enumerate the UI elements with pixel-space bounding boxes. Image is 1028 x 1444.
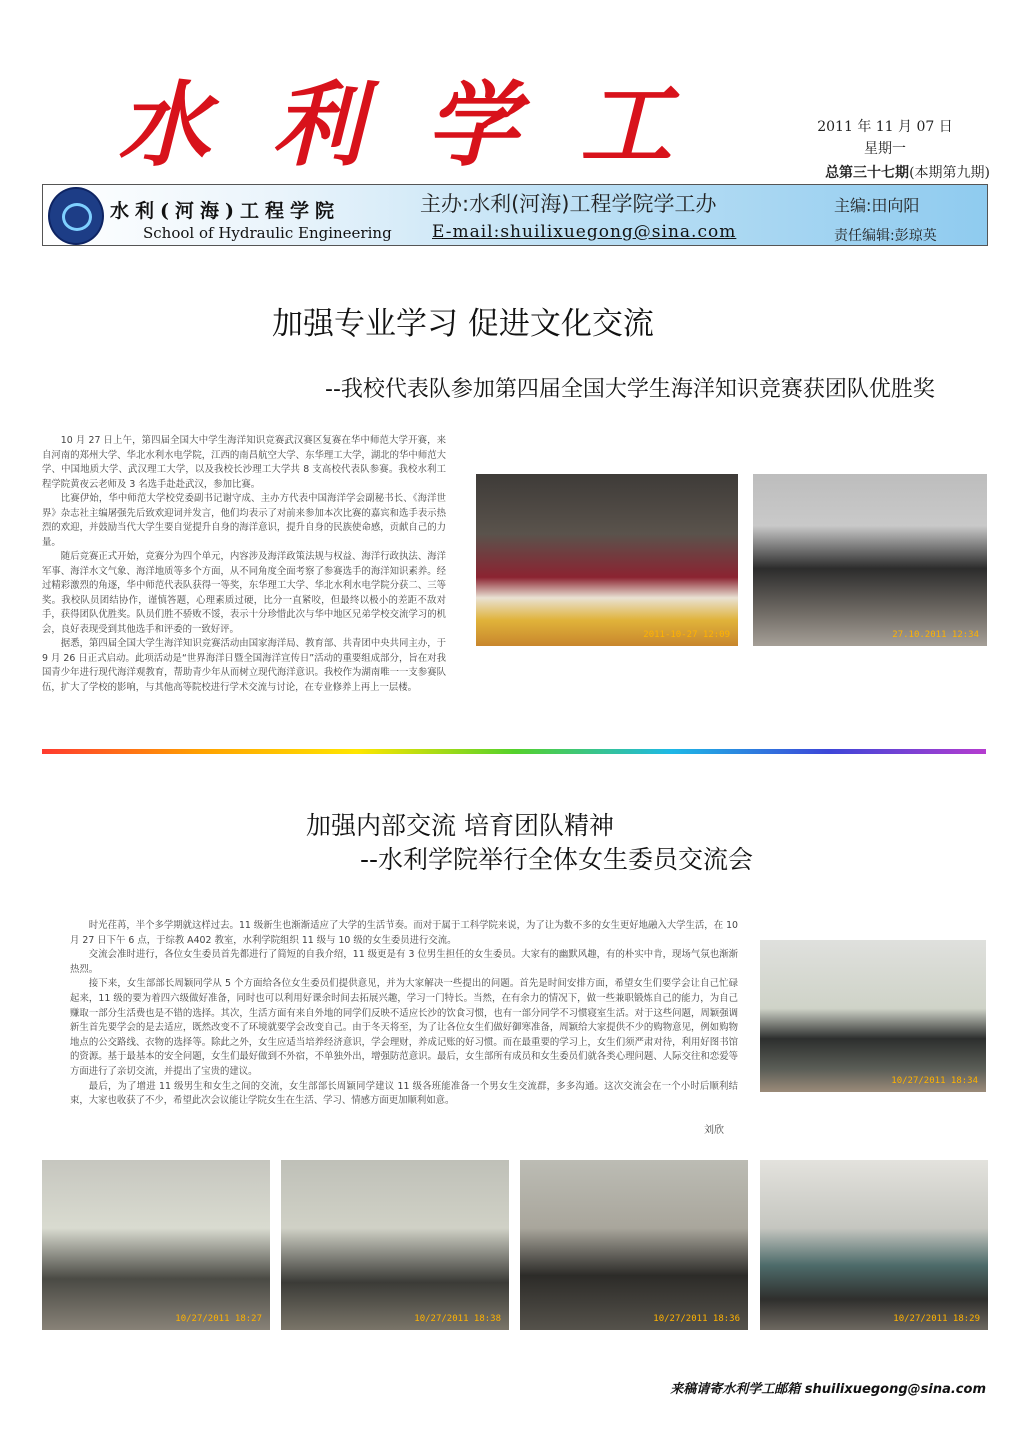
chief-editor: 主编:田向阳 <box>834 196 920 215</box>
submission-note: 来稿请寄水利学工邮箱 shuilixuegong@sina.com <box>670 1382 986 1397</box>
photo-timestamp: 10/27/2011 18:34 <box>891 1076 978 1086</box>
article2-author: 刘欣 <box>704 1125 724 1136</box>
article2-title: 加强内部交流 培育团队精神 <box>306 811 614 840</box>
school-name-cn: 水利(河海)工程学院 <box>110 200 340 222</box>
article2-paragraph: 交流会准时进行，各位女生委员首先都进行了简短的自我介绍，11 级更是有 3 位男生担任的女生委员。大家有的幽默风趣，有的朴实中肯，现场气氛也渐渐热烈。 <box>70 949 738 975</box>
photo-timestamp: 27.10.2011 12:34 <box>892 630 979 640</box>
host-organization: 主办:水利(河海)工程学院学工办 <box>420 192 717 216</box>
article1-paragraph: 据悉，第四届全国大学生海洋知识竞赛活动由国家海洋局、教育部、共青团中央共同主办，于 9 月 26 日正式启动。此项活动是“世界海洋日暨全国海洋宣传日”活动的重要组成部分，旨在对我国青少年进行现代海洋观教育，帮助青少年从而树立现代海洋意识。我校作为湖南唯一一支参赛队伍，扩大了学校的影响，与其他高等院校进行学术交流与讨论，在专业修养上再上一层楼。 <box>42 638 446 693</box>
emblem-wave-icon <box>62 203 92 231</box>
article2-subtitle: --水利学院举行全体女生委员交流会 <box>360 845 754 874</box>
issue-total: 总第三十七期 <box>825 165 910 181</box>
issue-weekday: 星期一 <box>864 141 906 157</box>
email-label: E-mail: <box>432 222 501 242</box>
article2-paragraph: 最后，为了增进 11 级男生和女生之间的交流，女生部部长周颖同学建议 11 级各班能准备一个男女生交流群，多多沟通。这次交流会在一个小时后顺利结束，大家也收获了不少，希望此次会议能让学院女生在生活、学习、情感方面更加顺利如意。 <box>70 1080 738 1107</box>
article1-paragraph: 10 月 27 日上午，第四届全国大中学生海洋知识竞赛武汉赛区复赛在华中师范大学开赛，来自河南的郑州大学、华北水利水电学院，江西的南昌航空大学、东华理工大学，湖北的华中师范大学、中国地质大学、武汉理工大学，以及我校长沙理工大学共 8 支高校代表队参赛。我校水利工程学院黄夜云老师及 3 名选手赴赴武汉，参加比赛。 <box>42 435 446 490</box>
issue-date: 2011 年 11 月 07 日 <box>817 119 953 135</box>
meeting-room-photo <box>760 1160 988 1330</box>
issue-date-block <box>800 116 970 160</box>
masthead-title: 水利学工 <box>118 71 735 179</box>
contest-stage-photo <box>476 474 738 646</box>
photo-timestamp: 10/27/2011 18:29 <box>893 1314 980 1324</box>
article2-body <box>70 919 738 1109</box>
article1-paragraph: 比赛伊始，华中师范大学校党委副书记谢守成、主办方代表中国海洋学会副秘书长、《海洋世界》杂志社主编屠强先后致欢迎词并发言，他们均表示了对前来参加本次比赛的嘉宾和选手表示热烈的欢迎，并鼓励当代大学生要自觉提升自身的海洋意识，提升自身的民族使命感，贡献自己的力量。 <box>42 493 446 548</box>
article1-title: 加强专业学习 促进文化交流 <box>272 306 654 342</box>
article1-subtitle: --我校代表队参加第四届全国大学生海洋知识竞赛获团队优胜奖 <box>325 377 935 402</box>
email-link[interactable]: shuilixuegong@sina.com <box>500 222 737 242</box>
meeting-audience-photo <box>281 1160 509 1330</box>
meeting-discussion-photo <box>520 1160 748 1330</box>
article1-paragraph: 随后竞赛正式开始，竞赛分为四个单元，内容涉及海洋政策法规与权益、海洋行政执法、海洋军事、海洋水文气象、海洋地质等多个方面，从不同角度全面考察了参赛选手的海洋知识素养。经过精彩激烈的角逐，华中师范代表队获得一等奖，东华理工大学、华北水利水电学院分获二、三等奖。我校队员团结协作，谨慎答题，心理素质过硬，比分一直紧咬，但最终以极小的差距不敌对手，获得团队优胜奖。队员们胜不骄败不馁，表示十分珍惜此次与华中地区兄弟学校交流学习的机会，良好表现受到其他选手和评委的一致好评。 <box>42 551 446 635</box>
photo-timestamp: 2011-10-27 12:09 <box>643 630 730 640</box>
photo-timestamp: 10/27/2011 18:38 <box>414 1314 501 1324</box>
photo-timestamp: 10/27/2011 18:27 <box>175 1314 262 1324</box>
photo-timestamp: 10/27/2011 18:36 <box>653 1314 740 1324</box>
meeting-classroom-photo <box>760 940 986 1092</box>
issue-current: (本期第九期) <box>909 165 990 181</box>
article2-paragraph: 接下来，女生部部长周颖同学从 5 个方面给各位女生委员们提供意见，并为大家解决一些提出的问题。首先是时间安排方面，希望女生们要学会让自己忙碌起来，11 级的要为着四六级做好准备，同时也可以利用好课余时间去拓展兴趣，学习一门特长。当然，在有余力的情况下，做一些兼职锻炼自己的能力，为自己赚取一部分生活费也是不错的选择。其次，生活方面有来自外地的同学们反映不适应长沙的饮食习惯，也有一部分同学不习惯寝室生活。对于这些问题，周颖强调新生首先要学会的是去适应，既然改变不了环境就要学会改变自己。由于冬天将至，为了让各位女生们做好御寒准备，周颖给大家提供不少的购物意见，例如购物地点的公交路线、衣物的选择等。除此之外，女生应适当培养经济意识，学会理财，养成记账的好习惯。而在最重要的学习上，女生们须严肃对待，利用好图书馆的资源。基于最基本的安全问题，女生们最好做到不外宿，不单独外出，增强防范意识。最后，女生部所有成员和女生委员们就各类心理问题、人际交往和恋爱等方面进行了亲切交流，并提出了宝贵的建议。 <box>70 978 738 1077</box>
school-name-en: School of Hydraulic Engineering <box>143 224 392 242</box>
rainbow-divider <box>42 749 986 754</box>
contact-email <box>432 222 736 242</box>
issue-number <box>785 162 990 182</box>
meeting-speaker-photo <box>42 1160 270 1330</box>
article1-body <box>42 434 446 695</box>
team-award-photo <box>753 474 987 646</box>
responsible-editor: 责任编辑:彭琼英 <box>834 228 937 244</box>
article2-paragraph: 时光荏苒，半个多学期就这样过去。11 级新生也渐渐适应了大学的生活节奏。而对于属于工科学院来说，为了让为数不多的女生更好地融入大学生活，在 10 月 27 日下午 6 点，于综教 A402 教室，水利学院组织 11 级与 10 级的女生委员进行交流。 <box>70 920 738 946</box>
